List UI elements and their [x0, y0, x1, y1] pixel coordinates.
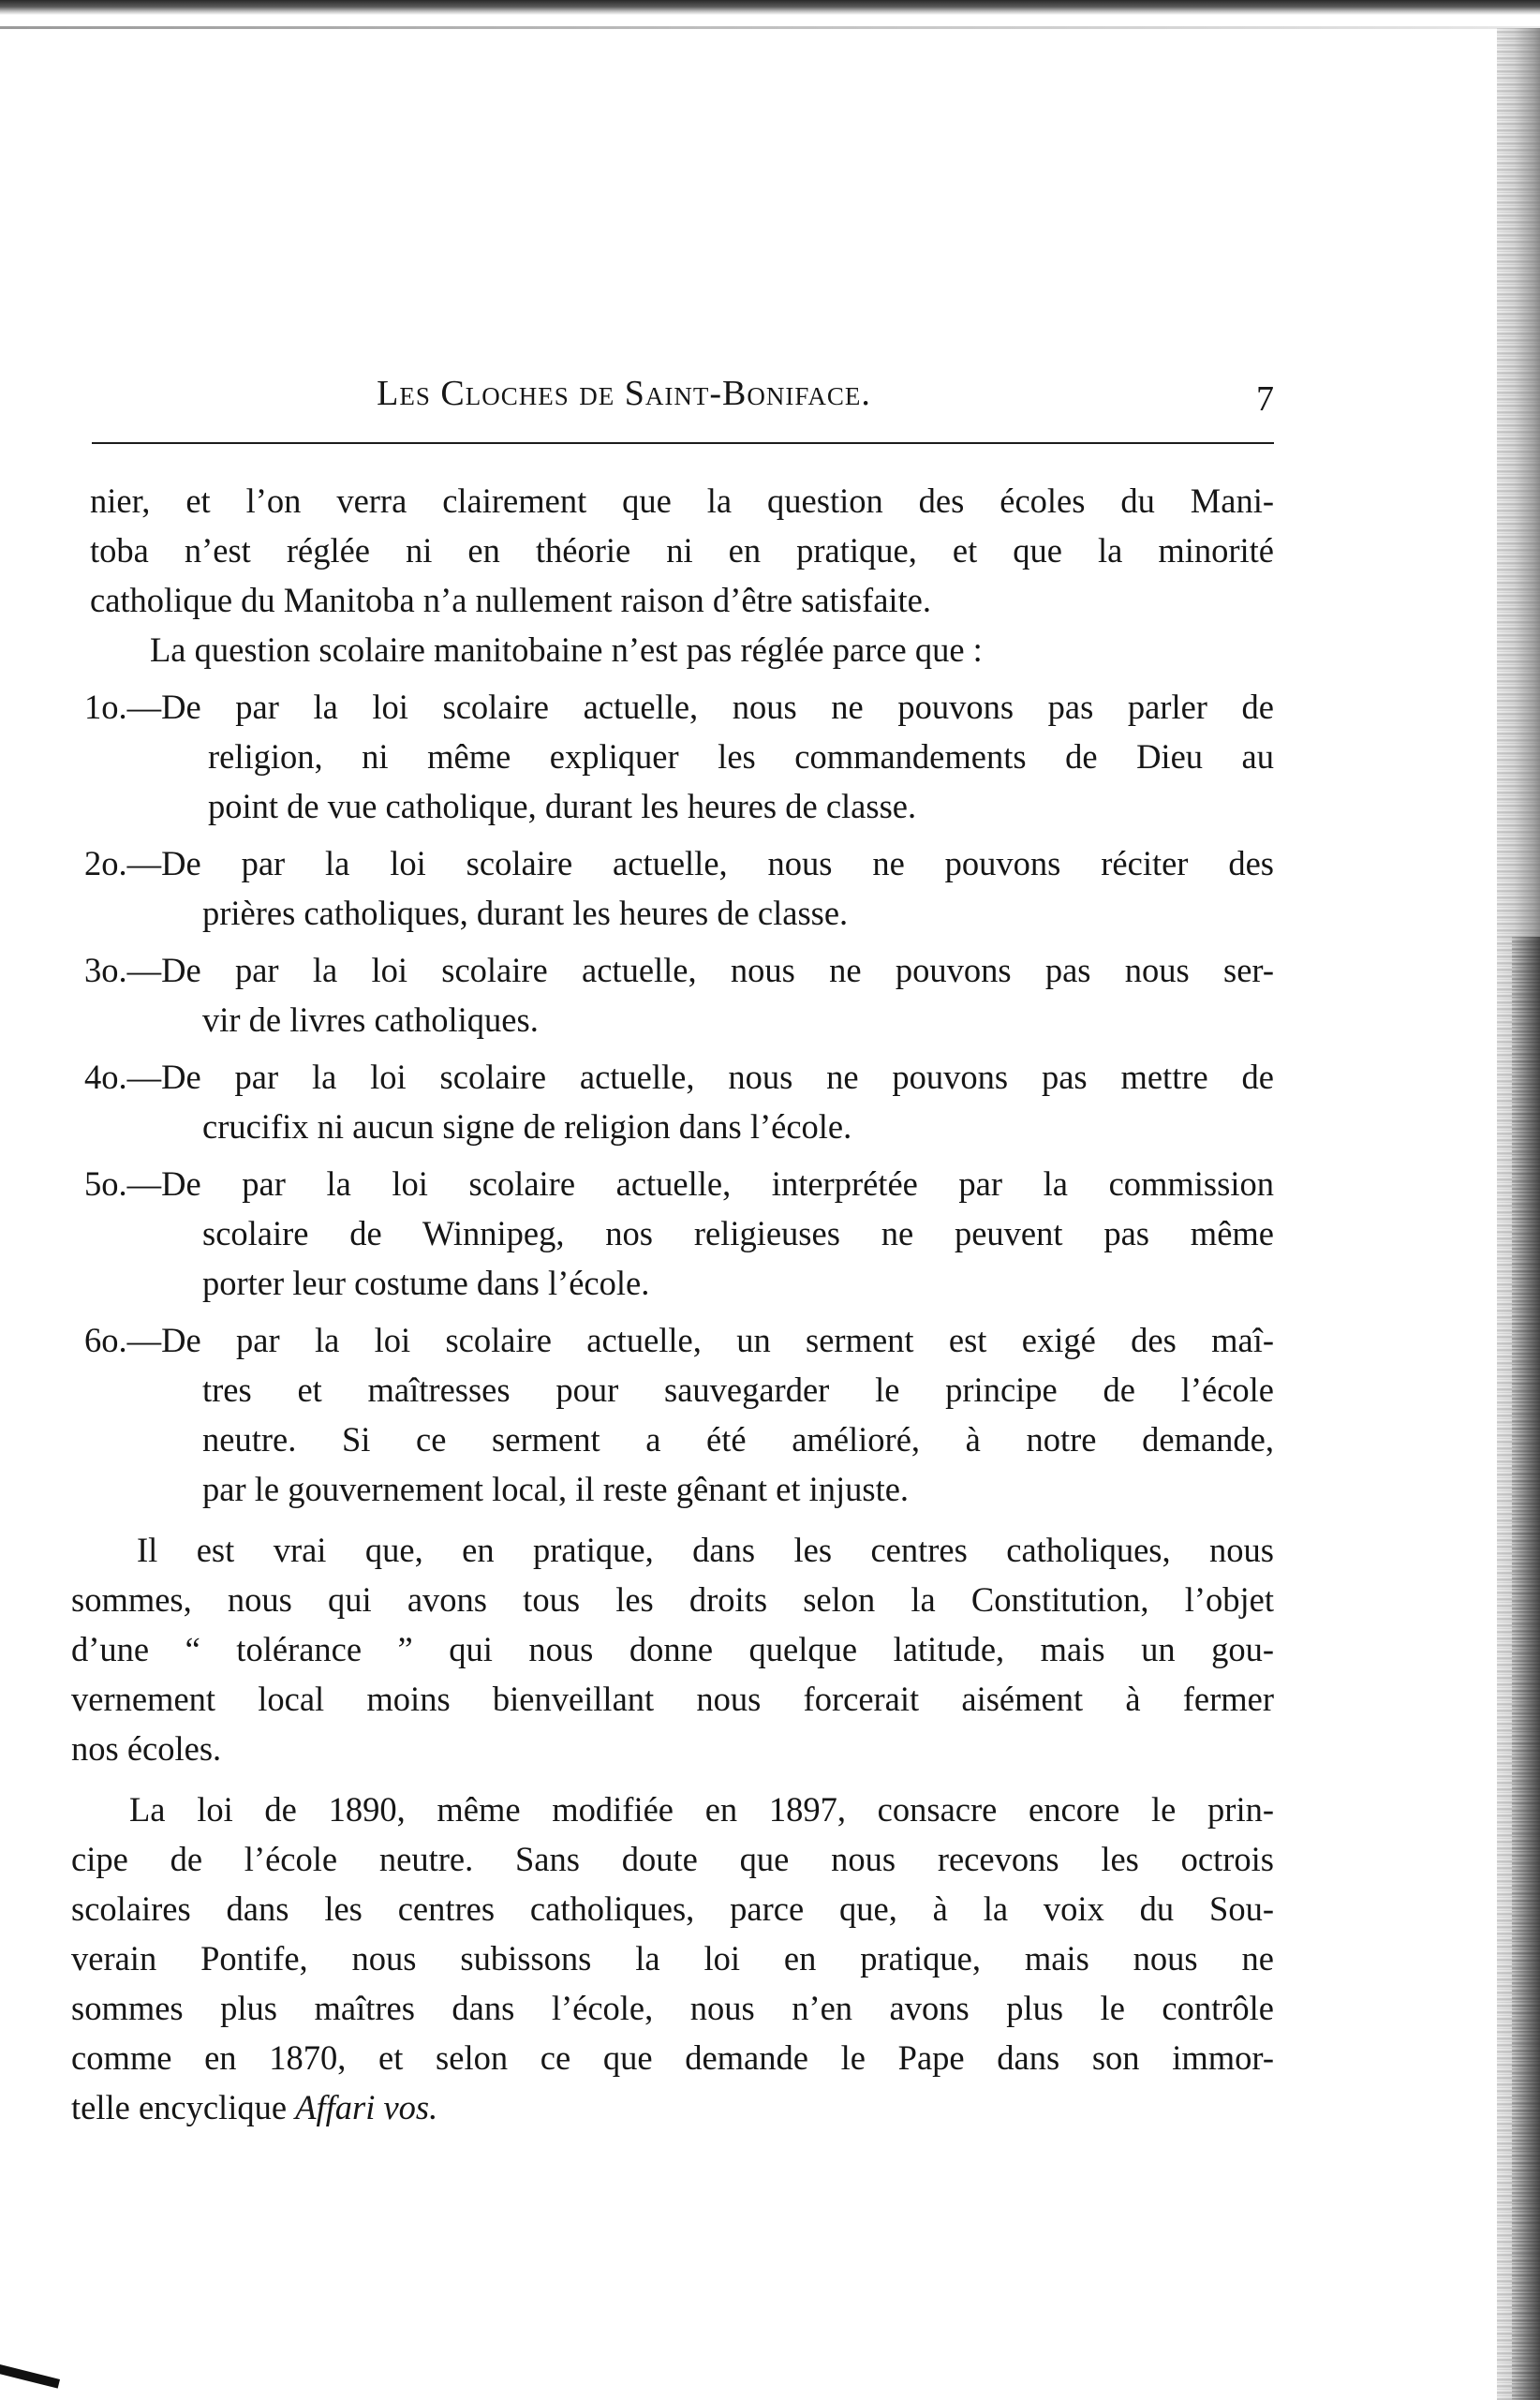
text-line: Il est vrai que, en pratique, dans les centres catholiques, nous: [137, 1531, 1274, 1569]
running-title: Les Cloches de Saint-Boniface.: [377, 374, 871, 413]
running-head: [71, 365, 1274, 422]
list-item-3: [71, 945, 1274, 1044]
text-line: par le gouvernement local, il reste gênant et injuste.: [202, 1470, 910, 1508]
text-line: nos écoles.: [71, 1729, 222, 1768]
text-line: sommes plus maîtres dans l’école, nous n’en avons plus le contrôle: [71, 1989, 1274, 2027]
text-line: 3o.—De par la loi scolaire actuelle, nous ne pouvons pas nous ser-: [84, 951, 1274, 989]
text-line: porter leur costume dans l’école.: [202, 1264, 650, 1302]
list-item-5: [71, 1159, 1274, 1308]
page-number: 7: [1256, 379, 1274, 419]
scan-top-shadow: [0, 26, 1540, 29]
text-line: vir de livres catholiques.: [202, 1000, 539, 1039]
continuation-paragraph: [71, 476, 1274, 625]
text-line: La question scolaire manitobaine n’est pas réglée parce que :: [150, 630, 983, 669]
list-item-4: [71, 1052, 1274, 1151]
text-line: d’une “ tolérance ” qui nous donne quelque latitude, mais un gou-: [71, 1630, 1274, 1668]
text-line: crucifix ni aucun signe de religion dans l’école.: [202, 1107, 852, 1146]
text-line: scolaire de Winnipeg, nos religieuses ne peuvent pas même: [202, 1214, 1274, 1252]
text-line: 5o.—De par la loi scolaire actuelle, interprétée par la commission: [84, 1164, 1274, 1203]
text-line: verain Pontife, nous subissons la loi en pratique, mais nous ne: [71, 1939, 1274, 1978]
final-text: telle encyclique: [71, 2088, 288, 2126]
text-line: vernement local moins bienveillant nous forcerait aisément à fermer: [71, 1680, 1274, 1718]
text-line: comme en 1870, et selon ce que demande le Pape dans son immor-: [71, 2038, 1274, 2077]
scan-corner-mark: [0, 2364, 60, 2389]
text-line: neutre. Si ce serment a été amélioré, à notre demande,: [202, 1420, 1274, 1459]
text-line: 4o.—De par la loi scolaire actuelle, nous ne pouvons pas mettre de: [84, 1058, 1274, 1096]
list-item-6: [71, 1315, 1274, 1514]
book-page: [71, 365, 1274, 2126]
scan-right-edge-dark: [1512, 937, 1540, 2400]
list-item-1: [71, 682, 1274, 831]
text-line: cipe de l’école neutre. Sans doute que nous recevons les octrois: [71, 1840, 1274, 1878]
page-body: [71, 476, 1274, 2132]
encyclical-title: Affari vos.: [295, 2088, 438, 2126]
paragraph-loi-1890: [71, 1785, 1274, 2132]
list-item-2: [71, 838, 1274, 938]
text-line: catholique du Manitoba n’a nullement raison d’être satisfaite.: [90, 581, 932, 619]
text-line: tres et maîtresses pour sauvegarder le principe de l’école: [202, 1370, 1274, 1409]
scan-top-border: [0, 0, 1540, 15]
text-line-final: [71, 2082, 1274, 2132]
intro-paragraph: [71, 625, 1274, 674]
text-line: 6o.—De par la loi scolaire actuelle, un serment est exigé des maî-: [84, 1321, 1274, 1359]
text-line: scolaires dans les centres catholiques, parce que, à la voix du Sou-: [71, 1889, 1274, 1928]
text-line: nier, et l’on verra clairement que la question des écoles du Mani-: [90, 481, 1274, 520]
header-rule: [92, 442, 1274, 444]
text-line: 2o.—De par la loi scolaire actuelle, nous ne pouvons réciter des: [84, 844, 1274, 882]
text-line: toba n’est réglée ni en théorie ni en pratique, et que la minorité: [90, 531, 1274, 570]
text-line: point de vue catholique, durant les heures de classe.: [208, 787, 917, 825]
text-line: religion, ni même expliquer les commandements de Dieu au: [208, 737, 1274, 776]
text-line: La loi de 1890, même modifiée en 1897, consacre encore le prin-: [129, 1790, 1274, 1829]
paragraph-tolerance: [71, 1525, 1274, 1773]
text-line: sommes, nous qui avons tous les droits selon la Constitution, l’objet: [71, 1580, 1274, 1619]
text-line: prières catholiques, durant les heures de classe.: [202, 894, 849, 932]
text-line: 1o.—De par la loi scolaire actuelle, nous ne pouvons pas parler de: [84, 688, 1274, 726]
